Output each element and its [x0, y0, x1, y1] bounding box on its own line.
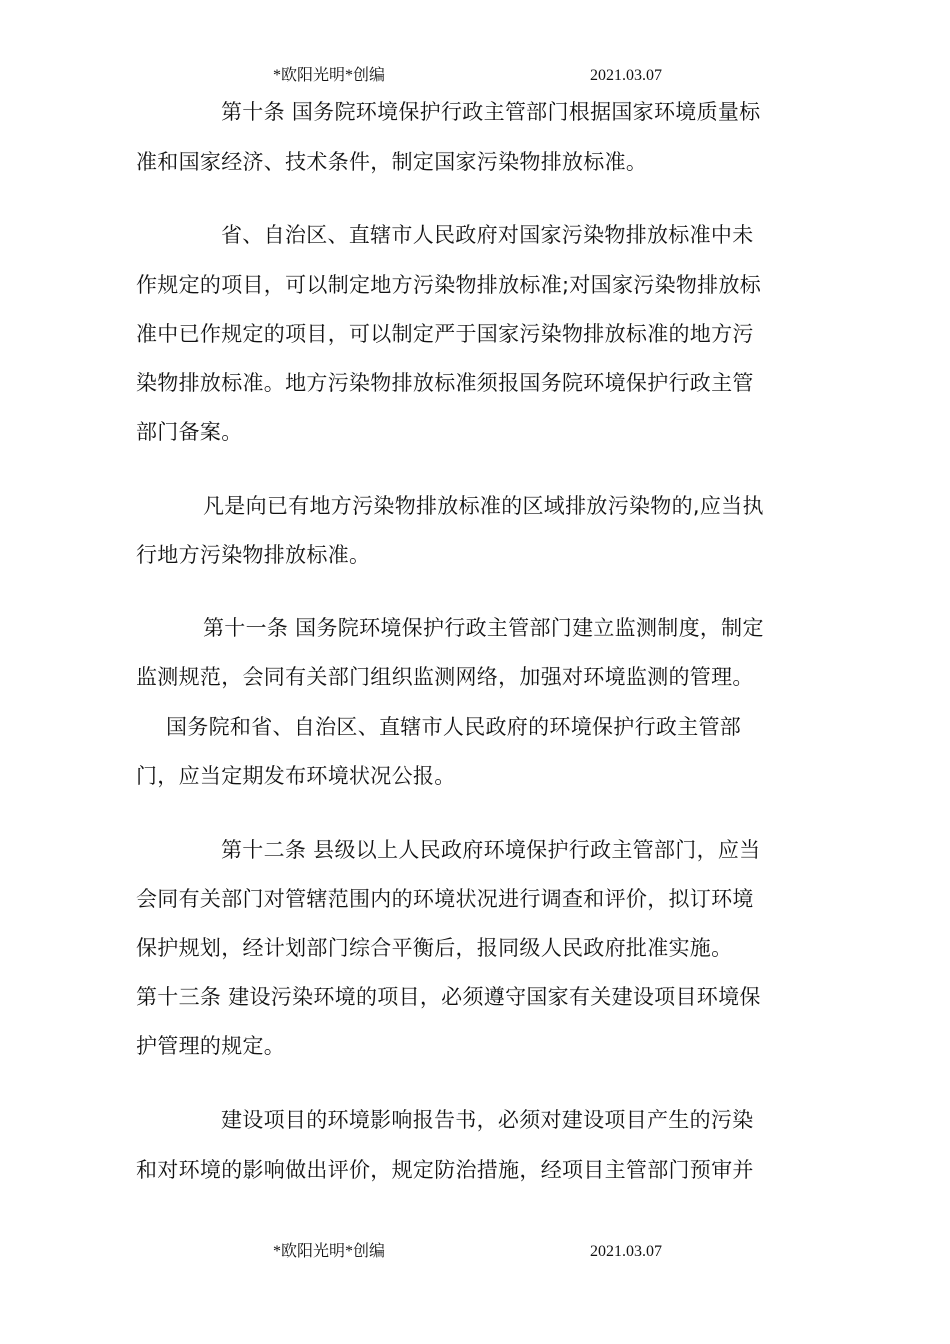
page-footer	[0, 1242, 950, 1262]
text-line: 第十一条 国务院环境保护行政主管部门建立监测制度，制定	[203, 616, 764, 640]
text-line: 省、自治区、直辖市人民政府对国家污染物排放标准中未	[221, 223, 754, 247]
header-date: 2021.03.07	[590, 67, 662, 84]
text-line: 第十三条 建设污染环境的项目，必须遵守国家有关建设项目环境保	[136, 985, 761, 1009]
text-line: 护管理的规定。	[136, 1034, 286, 1058]
text-line: 建设项目的环境影响报告书，必须对建设项目产生的污染	[221, 1108, 754, 1132]
text-line: 作规定的项目，可以制定地方污染物排放标准;对国家污染物排放标	[136, 273, 762, 297]
header-author: *欧阳光明*创编	[273, 67, 386, 84]
text-line: 监测规范，会同有关部门组织监测网络，加强对环境监测的管理。	[136, 665, 754, 689]
text-line: 会同有关部门对管辖范围内的环境状况进行调查和评价，拟订环境	[136, 887, 754, 911]
text-line: 准和国家经济、技术条件，制定国家污染物排放标准。	[136, 150, 648, 174]
text-line: 第十二条 县级以上人民政府环境保护行政主管部门，应当	[221, 838, 761, 862]
text-line: 国务院和省、自治区、直辖市人民政府的环境保护行政主管部	[166, 715, 742, 739]
text-line: 准中已作规定的项目，可以制定严于国家污染物排放标准的地方污	[136, 322, 754, 346]
text-line: 第十条 国务院环境保护行政主管部门根据国家环境质量标	[221, 100, 761, 124]
text-line: 部门备案。	[136, 420, 243, 444]
text-line: 行地方污染物排放标准。	[136, 543, 371, 567]
text-line: 染物排放标准。地方污染物排放标准须报国务院环境保护行政主管	[136, 371, 754, 395]
page-header	[0, 66, 950, 86]
text-line: 门，应当定期发布环境状况公报。	[136, 764, 456, 788]
text-line: 凡是向已有地方污染物排放标准的区域排放污染物的,应当执	[203, 494, 764, 518]
footer-date: 2021.03.07	[590, 1243, 662, 1260]
text-line: 和对环境的影响做出评价，规定防治措施，经项目主管部门预审并	[136, 1158, 754, 1182]
text-line: 保护规划，经计划部门综合平衡后，报同级人民政府批准实施。	[136, 936, 733, 960]
footer-author: *欧阳光明*创编	[273, 1243, 386, 1260]
